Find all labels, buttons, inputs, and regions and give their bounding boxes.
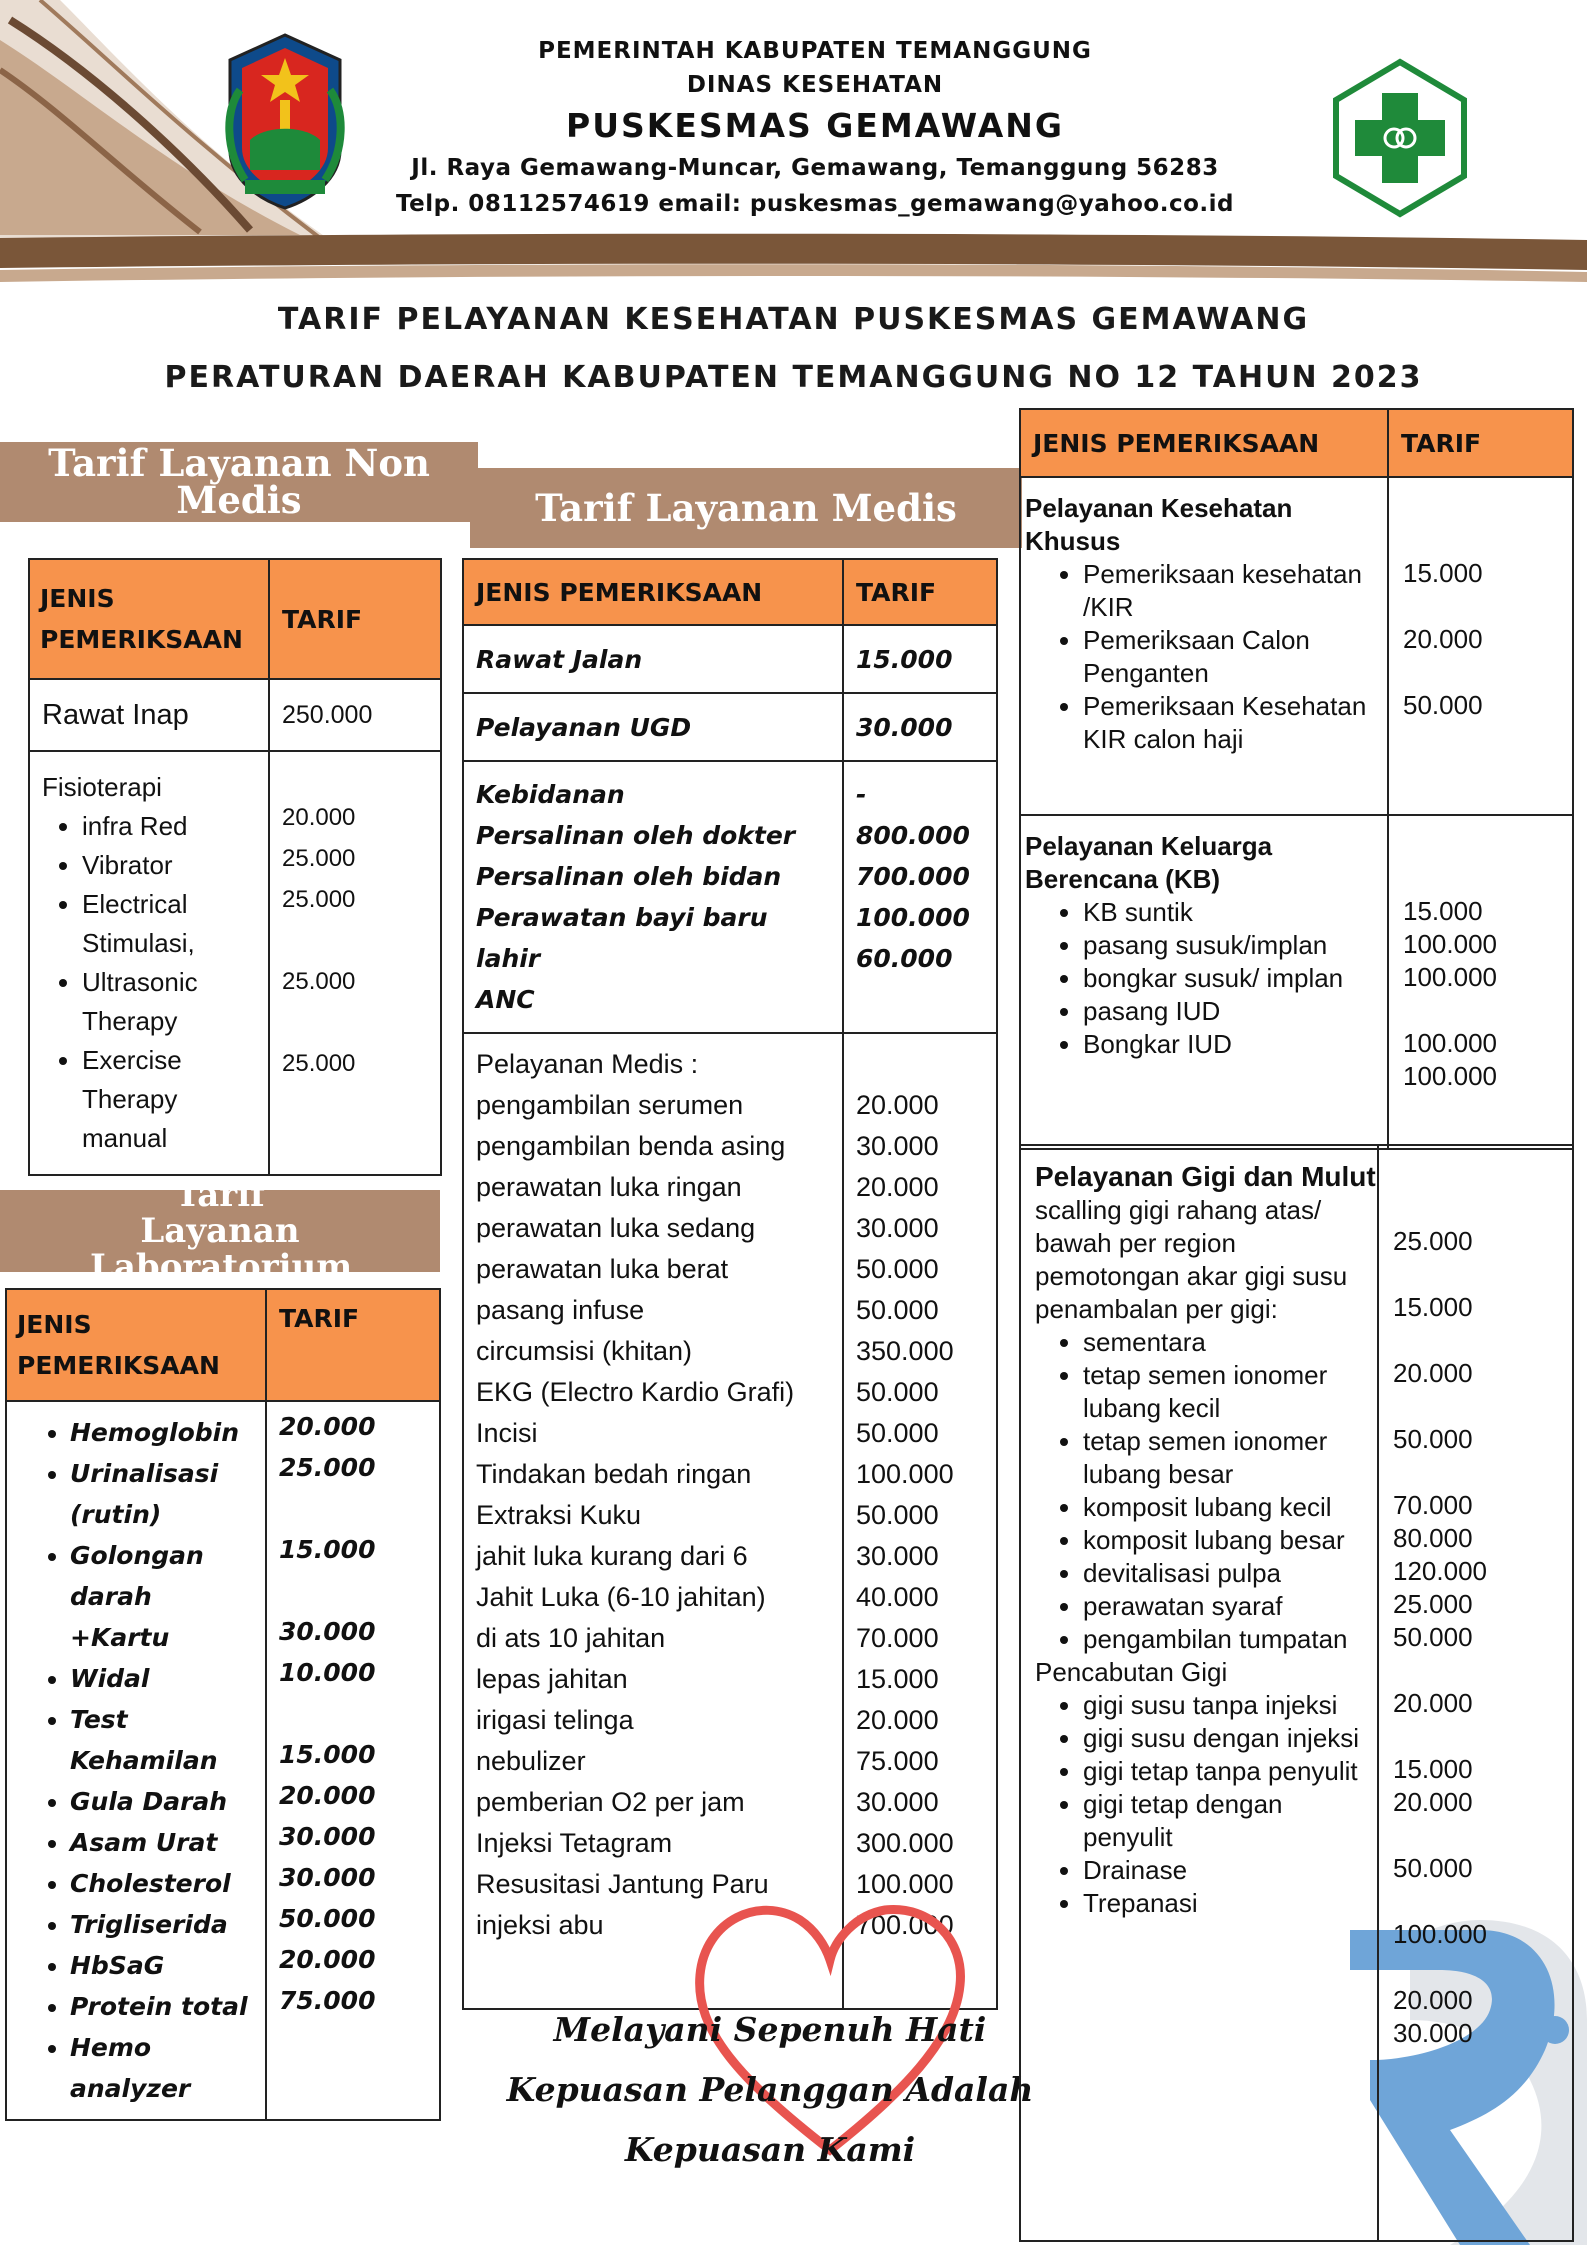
pelayanan-medis-value: 30.000 <box>856 1541 939 1571</box>
lab-col-tarif: TARIF <box>266 1289 440 1401</box>
table-right-top <box>1019 408 1574 1150</box>
non-medis-col-tarif: TARIF <box>269 559 441 679</box>
gigi-value: 120.000 <box>1393 1556 1487 1586</box>
header-contact: Telp. 08112574619 email: puskesmas_gemawang@yahoo.co.id <box>395 191 1234 217</box>
cabut-item: • gigi susu tanpa injeksi <box>1083 1689 1377 1722</box>
pelayanan-medis-label: injeksi abu <box>476 1910 604 1940</box>
ribbon-laboratorium <box>0 1175 440 1287</box>
tambal-item: • sementara <box>1083 1326 1377 1359</box>
tambal-item: • komposit lubang kecil <box>1083 1491 1377 1524</box>
pelayanan-medis-value: 50.000 <box>856 1377 939 1407</box>
kebidanan-label: Persalinan oleh dokter <box>476 821 796 850</box>
lab-item: • Urinalisasi (rutin) <box>70 1453 257 1535</box>
ugd-label: Pelayanan UGD <box>463 693 843 761</box>
kebidanan-value: 60.000 <box>856 944 953 973</box>
header-puskesmas-name: PUSKESMAS GEMAWANG <box>566 106 1064 145</box>
non-medis-col-jenis: JENIS PEMERIKSAAN <box>29 559 269 679</box>
kebidanan-value: 100.000 <box>856 903 970 932</box>
regency-emblem-icon <box>220 30 350 210</box>
khusus-value: 50.000 <box>1403 690 1483 720</box>
pelayanan-medis-value: 30.000 <box>856 1787 939 1817</box>
pelayanan-medis-value: 40.000 <box>856 1582 939 1612</box>
gigi-value: 20.000 <box>1393 1358 1473 1388</box>
lab-value: 10.000 <box>279 1658 376 1687</box>
tambal-item: • tetap semen ionomer lubang besar <box>1083 1425 1377 1491</box>
lab-item: • Gula Darah <box>70 1781 257 1822</box>
kb-title: Pelayanan Keluarga Berencana (KB) <box>1025 831 1273 894</box>
gigi-penambalan: penambalan per gigi: <box>1035 1294 1278 1324</box>
khusus-item: • Pemeriksaan Calon Penganten <box>1083 624 1387 690</box>
pelayanan-medis-value: 20.000 <box>856 1172 939 1202</box>
gigi-cell <box>1020 1145 1378 2241</box>
fisioterapi-values <box>269 751 441 1175</box>
lab-value: 30.000 <box>279 1863 376 1892</box>
puskesmas-logo-icon <box>1330 58 1470 218</box>
pelayanan-medis-value: 300.000 <box>856 1828 954 1858</box>
rawat-jalan-value: 15.000 <box>843 625 997 693</box>
gigi-value: 15.000 <box>1393 1292 1473 1322</box>
header-government: PEMERINTAH KABUPATEN TEMANGGUNG <box>538 38 1092 64</box>
pelayanan-medis-value: 15.000 <box>856 1664 939 1694</box>
tambal-item: • komposit lubang besar <box>1083 1524 1377 1557</box>
rawat-inap-label: Rawat Inap <box>29 679 269 751</box>
pelayanan-medis-value: 20.000 <box>856 1090 939 1120</box>
lab-item: • Asam Urat <box>70 1822 257 1863</box>
gigi-title: Pelayanan Gigi dan Mulut <box>1035 1161 1376 1192</box>
ribbon-non-medis: Tarif Layanan Non Medis <box>0 442 478 522</box>
pelayanan-medis-label: pengambilan benda asing <box>476 1131 786 1161</box>
right-col-jenis: JENIS PEMERIKSAAN <box>1020 409 1388 477</box>
header-department: DINAS KESEHATAN <box>686 72 944 98</box>
kebidanan-label: Perawatan bayi baru lahir <box>476 903 768 973</box>
gigi-value: 70.000 <box>1393 1490 1473 1520</box>
pelayanan-medis-label: Resusitasi Jantung Paru <box>476 1869 769 1899</box>
lab-col-jenis: JENIS PEMERIKSAAN <box>6 1289 266 1401</box>
lab-item: • Golongan darah +Kartu <box>70 1535 257 1658</box>
pelayanan-medis-value: 50.000 <box>856 1254 939 1284</box>
lab-values-cell <box>266 1401 440 2120</box>
pelayanan-medis-label: EKG (Electro Kardio Grafi) <box>476 1377 795 1407</box>
gigi-value: 30.000 <box>1393 2018 1473 2048</box>
pelayanan-medis-value: 50.000 <box>856 1418 939 1448</box>
cabut-item: • gigi tetap tanpa penyulit <box>1083 1755 1377 1788</box>
kebidanan-label: ANC <box>476 985 535 1014</box>
kb-value: 15.000 <box>1403 896 1483 926</box>
page-title: TARIF PELAYANAN KESEHATAN PUSKESMAS GEMAWANG <box>277 302 1310 337</box>
kb-value: 100.000 <box>1403 1028 1497 1058</box>
pelayanan-medis-value: 75.000 <box>856 1746 939 1776</box>
khusus-values <box>1388 477 1573 815</box>
gigi-value: 15.000 <box>1393 1754 1473 1784</box>
kb-value: 100.000 <box>1403 962 1497 992</box>
right-col-tarif: TARIF <box>1388 409 1573 477</box>
pelayanan-medis-values <box>843 1033 997 2009</box>
fisio-value: 25.000 <box>282 968 356 995</box>
kebidanan-value: 700.000 <box>856 862 970 891</box>
medis-col-tarif: TARIF <box>843 559 997 625</box>
tambal-item: • pengambilan tumpatan <box>1083 1623 1377 1656</box>
pelayanan-medis-label: Injeksi Tetagram <box>476 1828 673 1858</box>
rawat-jalan-label: Rawat Jalan <box>463 625 843 693</box>
gigi-value: 100.000 <box>1393 1919 1487 1949</box>
lab-item: • Cholesterol <box>70 1863 257 1904</box>
pelayanan-medis-label: pasang infuse <box>476 1295 645 1325</box>
lab-value: 15.000 <box>279 1740 376 1769</box>
fisio-value: 25.000 <box>282 1050 356 1077</box>
tambal-item: • tetap semen ionomer lubang kecil <box>1083 1359 1377 1425</box>
ribbon-laboratorium-text: Tarif Layanan Laboratorium <box>90 1175 353 1287</box>
pelayanan-medis-label: perawatan luka ringan <box>476 1172 742 1202</box>
page-subtitle: PERATURAN DAERAH KABUPATEN TEMANGGUNG NO 12 TAHUN 2023 <box>164 360 1423 395</box>
pelayanan-medis-label: irigasi telinga <box>476 1705 634 1735</box>
kebidanan-value: - <box>856 780 867 809</box>
khusus-value: 20.000 <box>1403 624 1483 654</box>
lab-items-cell <box>6 1401 266 2120</box>
cabut-item: • Trepanasi <box>1083 1887 1377 1920</box>
pelayanan-medis-label: perawatan luka sedang <box>476 1213 756 1243</box>
rawat-inap-value: 250.000 <box>269 679 441 751</box>
kebidanan-values <box>843 761 997 1033</box>
pelayanan-medis-value: 30.000 <box>856 1131 939 1161</box>
fisioterapi-cell <box>29 751 269 1175</box>
kb-cell <box>1020 815 1388 1149</box>
lab-value: 25.000 <box>279 1453 376 1482</box>
pelayanan-medis-value: 100.000 <box>856 1869 954 1899</box>
table-medis <box>462 558 998 2010</box>
khusus-title: Pelayanan Kesehatan Khusus <box>1025 493 1293 556</box>
lab-item: • Trigliserida <box>70 1904 257 1945</box>
table-laboratorium <box>5 1288 441 2121</box>
lab-value: 30.000 <box>279 1822 376 1851</box>
pelayanan-medis-label: di ats 10 jahitan <box>476 1623 666 1653</box>
gigi-values <box>1378 1145 1573 2241</box>
pelayanan-medis-label: Tindakan bedah ringan <box>476 1459 752 1489</box>
kebidanan-label: Kebidanan <box>476 780 625 809</box>
fisio-item: • infra Red <box>82 807 256 846</box>
table-gigi <box>1019 1144 1574 2242</box>
pelayanan-medis-label: perawatan luka berat <box>476 1254 729 1284</box>
medis-col-jenis: JENIS PEMERIKSAAN <box>463 559 843 625</box>
motto-line-2: Kepuasan Pelanggan Adalah <box>506 2070 1034 2109</box>
fisio-value: 25.000 <box>282 886 356 913</box>
lab-value: 75.000 <box>279 1986 376 2015</box>
table-non-medis <box>28 558 442 1176</box>
pelayanan-medis-value: 20.000 <box>856 1705 939 1735</box>
pelayanan-medis-label: lepas jahitan <box>476 1664 628 1694</box>
pelayanan-medis-label: Pelayanan Medis : <box>476 1049 699 1079</box>
pelayanan-medis-value: 30.000 <box>856 1213 939 1243</box>
gigi-pemotongan: pemotongan akar gigi susu <box>1035 1261 1348 1291</box>
pelayanan-medis-label: nebulizer <box>476 1746 586 1776</box>
lab-value: 50.000 <box>279 1904 376 1933</box>
fisioterapi-label: Fisioterapi <box>42 772 162 802</box>
fisio-item: • Vibrator <box>82 846 256 885</box>
gigi-scalling: scalling gigi rahang atas/ bawah per region <box>1035 1195 1322 1258</box>
lab-item: • Widal <box>70 1658 257 1699</box>
fisio-item: • Ultrasonic Therapy <box>82 963 256 1041</box>
kb-item: • Bongkar IUD <box>1083 1028 1387 1061</box>
kb-item: • bongkar susuk/ implan <box>1083 962 1387 995</box>
cabut-item: • Drainase <box>1083 1854 1377 1887</box>
pelayanan-medis-label: pemberian O2 per jam <box>476 1787 745 1817</box>
gigi-value: 25.000 <box>1393 1226 1473 1256</box>
pelayanan-medis-value: 350.000 <box>856 1336 954 1366</box>
pelayanan-medis-label: Incisi <box>476 1418 538 1448</box>
gigi-pencabutan: Pencabutan Gigi <box>1035 1657 1228 1687</box>
header-address: Jl. Raya Gemawang-Muncar, Gemawang, Temanggung 56283 <box>411 155 1219 181</box>
lab-value: 20.000 <box>279 1945 376 1974</box>
pelayanan-medis-labels <box>463 1033 843 2009</box>
pelayanan-medis-value: 70.000 <box>856 1623 939 1653</box>
cabut-item: • gigi susu dengan injeksi <box>1083 1722 1377 1755</box>
fisio-value: 25.000 <box>282 845 356 872</box>
lab-value: 20.000 <box>279 1412 376 1441</box>
pelayanan-medis-label: pengambilan serumen <box>476 1090 744 1120</box>
lab-value: 20.000 <box>279 1781 376 1810</box>
fisio-value: 20.000 <box>282 804 356 831</box>
pelayanan-medis-label: Jahit Luka (6-10 jahitan) <box>476 1582 766 1612</box>
lab-item: • Protein total <box>70 1986 257 2027</box>
pelayanan-medis-value: 700.000 <box>856 1910 954 1940</box>
lab-value: 30.000 <box>279 1617 376 1646</box>
kb-value: 100.000 <box>1403 929 1497 959</box>
pelayanan-medis-value: 50.000 <box>856 1295 939 1325</box>
kb-values <box>1388 815 1573 1149</box>
khusus-item: • Pemeriksaan kesehatan /KIR <box>1083 558 1387 624</box>
lab-item: • HbSaG <box>70 1945 257 1986</box>
khusus-value: 15.000 <box>1403 558 1483 588</box>
kb-item: • KB suntik <box>1083 896 1387 929</box>
kb-value: 100.000 <box>1403 1061 1497 1091</box>
khusus-item: • Pemeriksaan Kesehatan KIR calon haji <box>1083 690 1387 756</box>
gigi-value: 20.000 <box>1393 1688 1473 1718</box>
kb-item: • pasang IUD <box>1083 995 1387 1028</box>
kebidanan-label: Persalinan oleh bidan <box>476 862 782 891</box>
pelayanan-medis-label: jahit luka kurang dari 6 <box>476 1541 748 1571</box>
ribbon-medis: Tarif Layanan Medis <box>470 468 1022 548</box>
gigi-value: 50.000 <box>1393 1853 1473 1883</box>
gigi-value: 20.000 <box>1393 1985 1473 2015</box>
kb-item: • pasang susuk/implan <box>1083 929 1387 962</box>
pelayanan-medis-label: Extraksi Kuku <box>476 1500 642 1530</box>
motto-line-1: Melayani Sepenuh Hati <box>553 2010 987 2049</box>
tambal-item: • devitalisasi pulpa <box>1083 1557 1377 1590</box>
gigi-value: 50.000 <box>1393 1622 1473 1652</box>
pelayanan-medis-value: 100.000 <box>856 1459 954 1489</box>
lab-item: • Hemoglobin <box>70 1412 257 1453</box>
lab-value: 15.000 <box>279 1535 376 1564</box>
cabut-item: • gigi tetap dengan penyulit <box>1083 1788 1377 1854</box>
fisio-item: • Exercise Therapy manual <box>82 1041 256 1158</box>
ugd-value: 30.000 <box>843 693 997 761</box>
pelayanan-medis-value <box>856 1044 984 1085</box>
kebidanan-labels <box>463 761 843 1033</box>
motto-line-3: Kepuasan Kami <box>624 2130 916 2169</box>
gigi-value: 20.000 <box>1393 1787 1473 1817</box>
gigi-value: 25.000 <box>1393 1589 1473 1619</box>
lab-item: • Test Kehamilan <box>70 1699 257 1781</box>
khusus-cell <box>1020 477 1388 815</box>
kebidanan-value: 800.000 <box>856 821 970 850</box>
gigi-value: 50.000 <box>1393 1424 1473 1454</box>
pelayanan-medis-label: circumsisi (khitan) <box>476 1336 693 1366</box>
gigi-value: 80.000 <box>1393 1523 1473 1553</box>
fisio-item: • Electrical Stimulasi, <box>82 885 256 963</box>
lab-item: • Hemo analyzer <box>70 2027 257 2109</box>
tambal-item: • perawatan syaraf <box>1083 1590 1377 1623</box>
pelayanan-medis-value: 50.000 <box>856 1500 939 1530</box>
